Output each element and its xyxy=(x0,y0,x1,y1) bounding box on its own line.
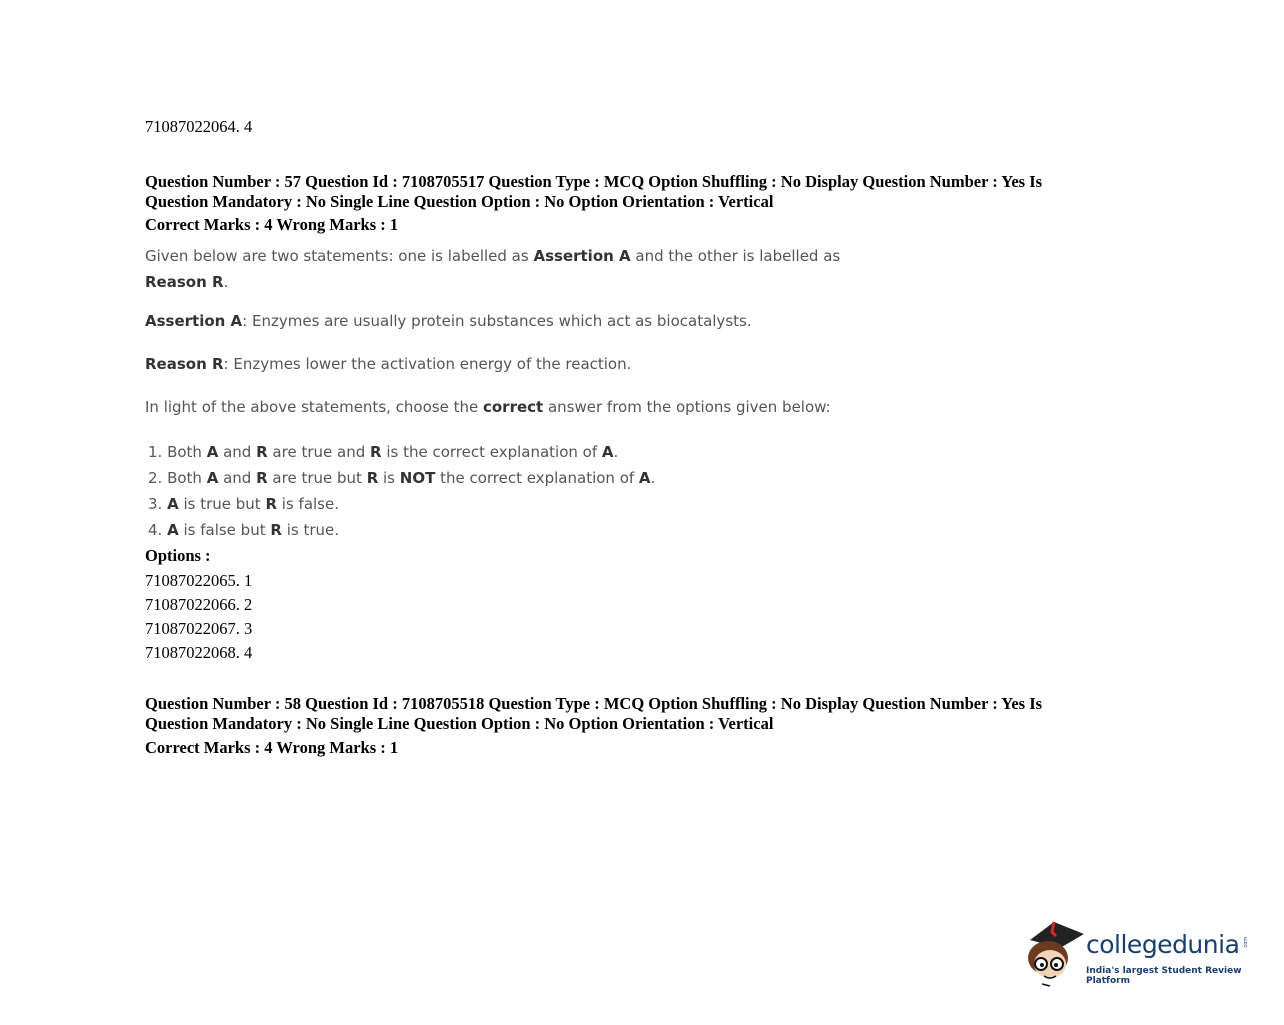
logo-com: .com xyxy=(1243,936,1250,950)
q57-instruction xyxy=(145,398,831,416)
reason-text: : Enzymes lower the activation energy of the reaction. xyxy=(223,355,632,373)
intro-text-2: and the other is labelled as xyxy=(630,247,841,265)
q57-choices xyxy=(148,440,655,544)
q57-marks: Correct Marks : 4 Wrong Marks : 1 xyxy=(145,215,399,234)
q57-meta-line1: Question Number : 57 Question Id : 7108705517 Question Type : MCQ Option Shuffling : No Display Question Number : Yes Is xyxy=(145,172,1043,191)
q58-meta-line2: Question Mandatory : No Single Line Question Option : No Option Orientation : Vertical xyxy=(145,714,774,733)
instruction-text: In light of the above statements, choose the xyxy=(145,398,483,416)
option-item: 71087022065. 1 xyxy=(145,571,253,590)
choice-3: 3. A is true but R is false. xyxy=(148,495,339,513)
assertion-label: Assertion A xyxy=(145,312,243,330)
q57-options xyxy=(145,569,252,665)
instruction-bold: correct xyxy=(482,398,544,416)
q57-meta-line2: Question Mandatory : No Single Line Question Option : No Option Orientation : Vertical xyxy=(145,192,774,211)
prev-option-4: 71087022064. 4 xyxy=(145,117,253,136)
intro-text: Given below are two statements: one is labelled as xyxy=(145,247,534,265)
instruction-text-2: answer from the options given below: xyxy=(543,398,831,416)
mascot-icon xyxy=(1024,918,1088,988)
q57-intro xyxy=(145,243,840,295)
q57-options-label: Options : xyxy=(145,546,211,565)
choice-2: 2. Both A and R are true but R is NOT the correct explanation of A. xyxy=(148,469,656,487)
q58-marks: Correct Marks : 4 Wrong Marks : 1 xyxy=(145,738,399,757)
option-item: 71087022068. 4 xyxy=(145,643,253,662)
q57-meta xyxy=(145,172,1105,212)
logo-name: collegedunia xyxy=(1086,930,1240,959)
q57-assertion xyxy=(145,312,752,330)
logo-tagline: India's largest Student Review Platform xyxy=(1086,966,1242,986)
collegedunia-logo xyxy=(1024,918,1264,988)
intro-reason: Reason R xyxy=(145,273,224,291)
q57-reason xyxy=(145,355,631,373)
q58-meta xyxy=(145,694,1105,734)
option-item: 71087022067. 3 xyxy=(145,619,253,638)
option-item: 71087022066. 2 xyxy=(145,595,253,614)
choice-4: 4. A is false but R is true. xyxy=(148,521,339,539)
reason-label: Reason R xyxy=(145,355,224,373)
intro-assertion: Assertion A xyxy=(533,247,631,265)
intro-end: . xyxy=(223,273,229,291)
choice-1: 1. Both A and R are true and R is the correct explanation of A. xyxy=(148,443,619,461)
q58-meta-line1: Question Number : 58 Question Id : 7108705518 Question Type : MCQ Option Shuffling : No Display Question Number : Yes Is xyxy=(145,694,1043,713)
assertion-text: : Enzymes are usually protein substances which act as biocatalysts. xyxy=(242,312,752,330)
